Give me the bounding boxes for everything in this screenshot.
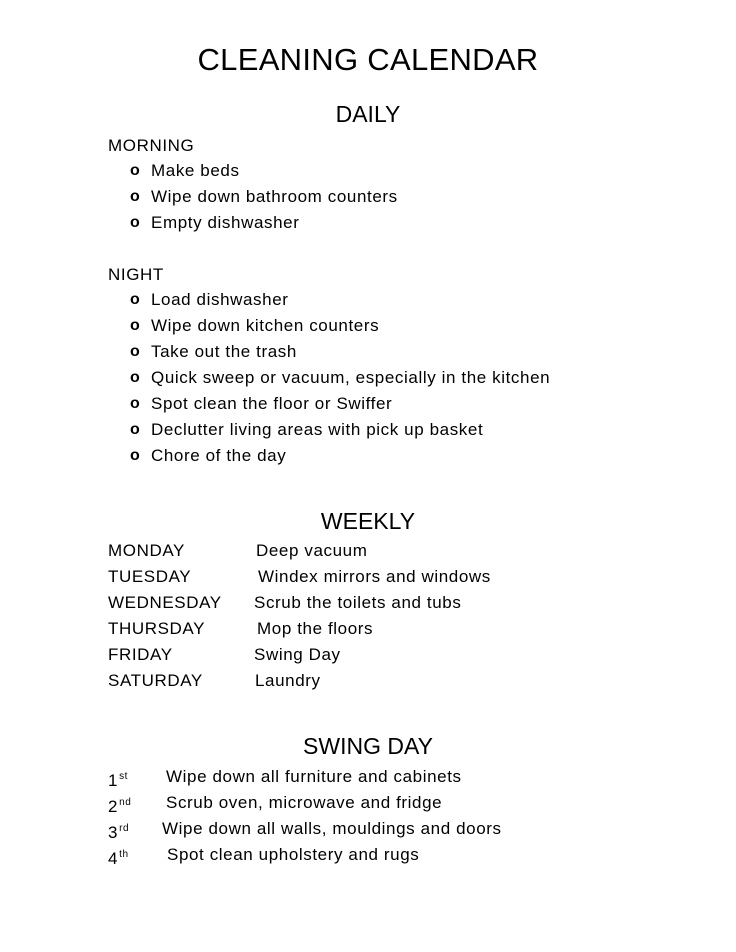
list-item <box>130 391 550 417</box>
weekly-task: Swing Day <box>254 645 341 664</box>
ordinal-number: 3 <box>108 823 119 842</box>
morning-list <box>130 158 398 236</box>
ordinal-number: 1 <box>108 771 119 790</box>
night-label: NIGHT <box>108 265 164 284</box>
daily-heading: DAILY <box>335 101 401 127</box>
list-item <box>130 365 550 391</box>
list-item <box>130 158 398 184</box>
bullet-icon: o <box>130 421 141 438</box>
bullet-icon: o <box>130 369 141 386</box>
weekly-task: Deep vacuum <box>256 541 368 560</box>
list-item <box>130 417 550 443</box>
list-item-text: Make beds <box>151 161 240 180</box>
bullet-icon: o <box>130 291 141 308</box>
weekly-task: Windex mirrors and windows <box>258 567 491 586</box>
weekday-label: WEDNESDAY <box>108 593 222 612</box>
ordinal-suffix: st <box>119 771 129 782</box>
list-item-text: Quick sweep or vacuum, especially in the kitchen <box>151 368 551 387</box>
list-item-text: Wipe down kitchen counters <box>151 316 380 335</box>
bullet-icon: o <box>130 447 141 464</box>
swing-task: Spot clean upholstery and rugs <box>167 845 420 864</box>
bullet-icon: o <box>130 395 141 412</box>
page-title: CLEANING CALENDAR <box>197 42 539 77</box>
weekday-label: THURSDAY <box>108 619 206 638</box>
weekly-task: Mop the floors <box>257 619 374 638</box>
list-item-text: Chore of the day <box>151 446 287 465</box>
list-item-text: Wipe down bathroom counters <box>151 187 398 206</box>
ordinal-label <box>108 842 129 872</box>
ordinal-number: 4 <box>108 849 119 868</box>
list-item-text: Declutter living areas with pick up basket <box>151 420 484 439</box>
list-item <box>130 287 550 313</box>
list-item-text: Load dishwasher <box>151 290 289 309</box>
weekday-label: FRIDAY <box>108 645 173 664</box>
weekly-task: Laundry <box>255 671 321 690</box>
ordinal-suffix: rd <box>119 823 130 834</box>
swing-task: Wipe down all walls, mouldings and doors <box>162 819 502 838</box>
bullet-icon: o <box>130 343 141 360</box>
ordinal-number: 2 <box>108 797 119 816</box>
list-item-text: Take out the trash <box>151 342 297 361</box>
weekday-label: SATURDAY <box>108 671 203 690</box>
morning-label: MORNING <box>108 136 195 155</box>
list-item <box>130 339 550 365</box>
weekly-task: Scrub the toilets and tubs <box>254 593 462 612</box>
list-item-text: Empty dishwasher <box>151 213 300 232</box>
list-item <box>130 443 550 469</box>
ordinal-suffix: nd <box>119 797 132 808</box>
night-list <box>130 287 550 469</box>
weekday-label: MONDAY <box>108 541 185 560</box>
list-item-text: Spot clean the floor or Swiffer <box>151 394 393 413</box>
swing-day-heading: SWING DAY <box>303 733 433 759</box>
swing-task: Scrub oven, microwave and fridge <box>166 793 443 812</box>
list-item <box>130 313 550 339</box>
ordinal-suffix: th <box>119 849 129 860</box>
weekday-label: TUESDAY <box>108 567 192 586</box>
weekly-heading: WEEKLY <box>320 508 416 534</box>
list-item <box>130 184 398 210</box>
bullet-icon: o <box>130 162 141 179</box>
bullet-icon: o <box>130 214 141 231</box>
swing-task: Wipe down all furniture and cabinets <box>166 767 462 786</box>
bullet-icon: o <box>130 317 141 334</box>
list-item <box>130 210 398 236</box>
bullet-icon: o <box>130 188 141 205</box>
